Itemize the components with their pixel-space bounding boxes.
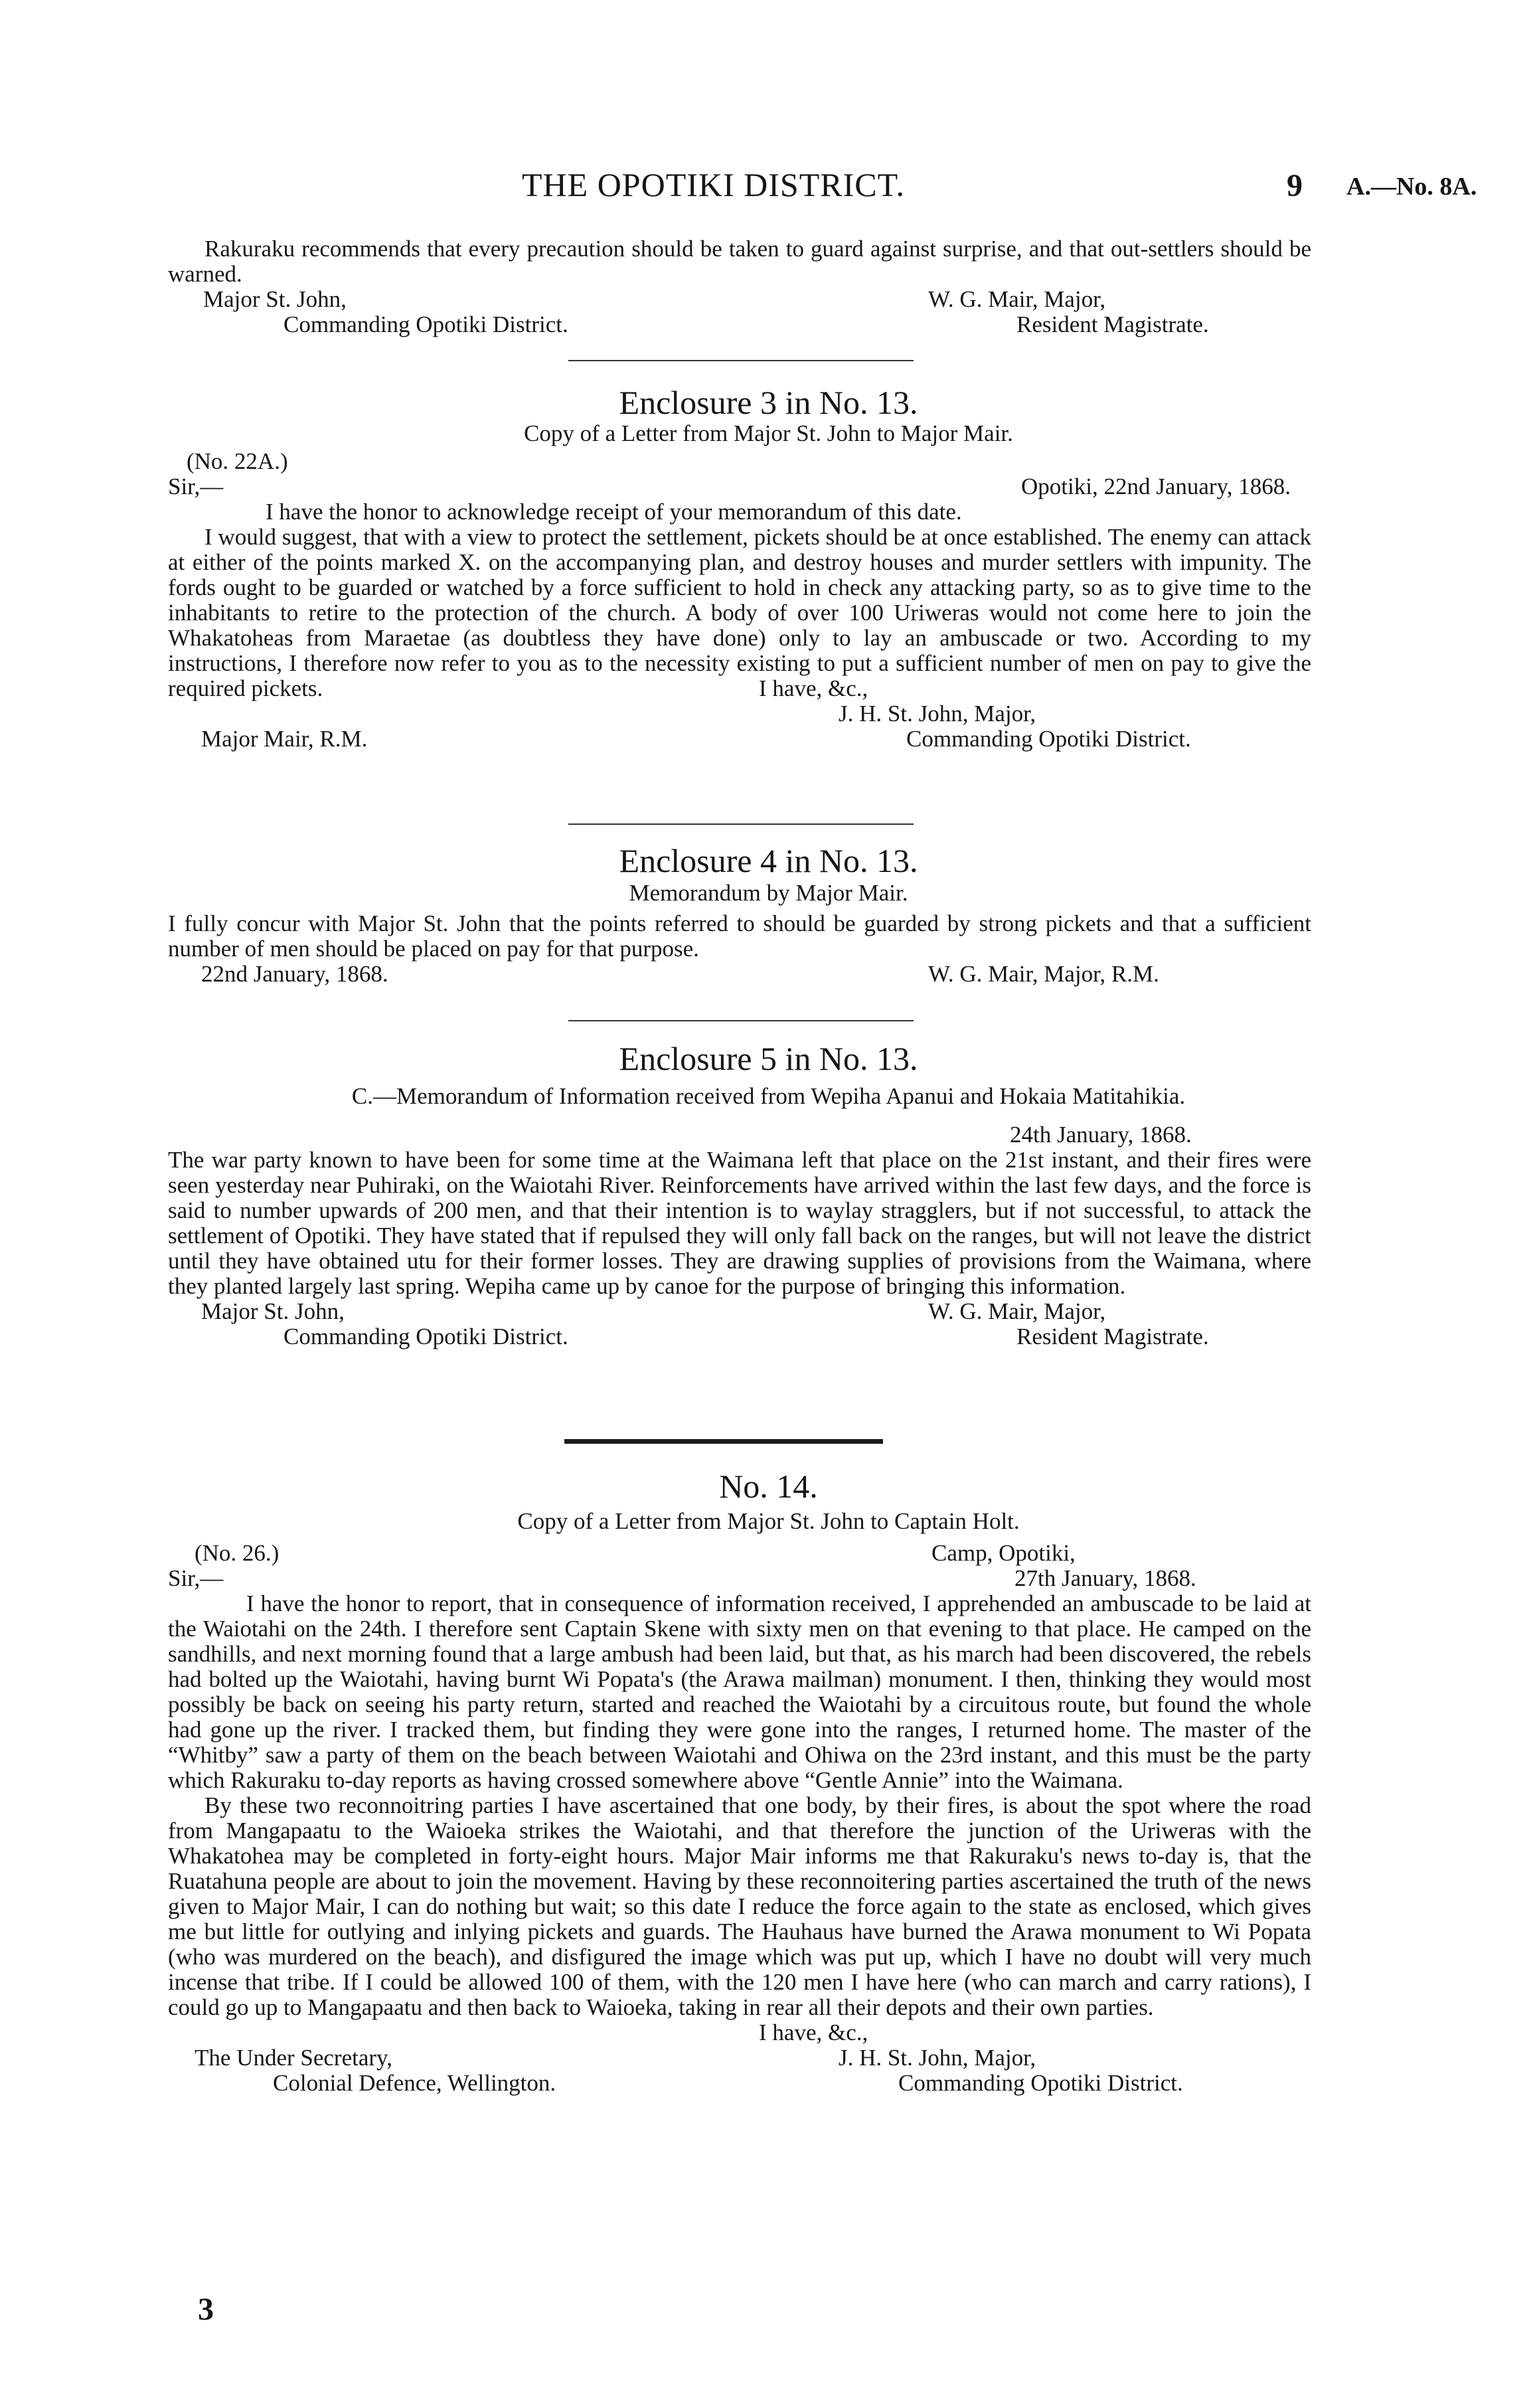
- top-signature-name: W. G. Mair, Major,: [928, 286, 1106, 312]
- enclosure3-paragraph-1: I have the honor to acknowledge receipt of your memorandum of this date.: [266, 499, 962, 525]
- enclosure3-ref: (No. 22A.): [187, 448, 288, 474]
- enclosure4-subtitle: Memorandum by Major Mair.: [629, 880, 908, 906]
- top-addressee-name: Major St. John,: [203, 286, 347, 312]
- enclosure4-date: 22nd January, 1868.: [201, 961, 388, 987]
- enclosure5-addressee-title: Commanding Opotiki District.: [283, 1324, 568, 1349]
- no14-signature-name: J. H. St. John, Major,: [839, 2045, 1036, 2071]
- no14-ref: (No. 26.): [195, 1540, 280, 1566]
- enclosure5-subtitle: C.—Memorandum of Information received from Wepiha Apanui and Hokaia Matitahikia.: [351, 1083, 1186, 1109]
- no14-body: [168, 1541, 1311, 2096]
- enclosure3-title: Enclosure 3 in No. 13.: [619, 384, 918, 421]
- no14-title: No. 14.: [719, 1468, 818, 1505]
- enclosure3-subtitle: Copy of a Letter from Major St. John to Major Mair.: [524, 420, 1013, 446]
- section-divider: [568, 360, 914, 361]
- enclosure3-salutation: Sir,—: [168, 473, 224, 499]
- enclosure4-body: [168, 911, 1311, 987]
- paper-reference: A.—No. 8A.: [1346, 173, 1477, 201]
- enclosure3-place-date: Opotiki, 22nd January, 1868.: [1021, 473, 1291, 499]
- top-signature-title: Resident Magistrate.: [1016, 311, 1209, 337]
- no14-paragraph-2: By these two reconnoitring parties I have ascertained that one body, by their fires, is about the spot where the road from Mangapaatu to the Waioeka strikes the Waiotahi, and that therefore the junction of the Uriweras with the Whakatohea may be completed in forty-eight hours. Major Mair informs me that Rakuraku's news to-day is, that the Ruatahuna people are about to join the movement. Having by these reconnoitering parties ascertained the truth of the news given to Major Mair, I can do nothing but wait; so this date I reduce the force again to the state as enclosed, which gives me but little for outlying and inlying pickets and guards. The Hauhaus have burned the Arawa monument to Wi Popata (who was murdered on the beach), and disfigured the image which was put up, which I have no doubt will very much incense that tribe. If I could be allowed 100 of them, with the 120 men I have here (who can march and carry rations), I could go up to Mangapaatu and then back to Waioeka, taking in rear all their depots and their own parties.: [168, 1792, 1311, 2020]
- no14-place: Camp, Opotiki,: [931, 1540, 1076, 1566]
- top-section: [168, 236, 1311, 337]
- running-header-title: THE OPOTIKI DISTRICT.: [522, 166, 905, 203]
- enclosure3-paragraph-2: I would suggest, that with a view to protect the settlement, pickets should be at once established. The enemy can attack at either of the points marked X. on the accompanying plan, and destroy houses and murder settlers with impunity. The fords ought to be guarded or watched by a force sufficient to hold in check any attacking party, so as to give time to the inhabitants to retire to the protection of the church. A body of over 100 Uriweras would not come here to join the Whakatoheas from Maraetae (as doubtless they have done) only to lay an ambuscade or two. According to my instructions, I therefore now refer to you as to the necessity existing to put a sufficient number of men on pay to give the required pickets.: [168, 524, 1311, 701]
- top-addressee-title: Commanding Opotiki District.: [283, 311, 568, 337]
- enclosure5-signature-title: Resident Magistrate.: [1016, 1324, 1209, 1349]
- top-signoff-row-1: [168, 287, 1311, 312]
- enclosure3-addressee: Major Mair, R.M.: [201, 726, 368, 752]
- printer-signature-mark: 3: [198, 2292, 214, 2327]
- enclosure3-body: [168, 449, 1311, 752]
- no14-salutation: Sir,—: [168, 1565, 224, 1591]
- no14-subtitle: Copy of a Letter from Major St. John to Captain Holt.: [517, 1508, 1020, 1534]
- thick-divider: [564, 1439, 883, 1444]
- no14-addressee-title: Colonial Defence, Wellington.: [273, 2070, 556, 2096]
- no14-paragraph-1: I have the honor to report, that in consequence of information received, I apprehended an ambuscade to be laid at the Waiotahi on the 24th. I therefore sent Captain Skene with sixty men on that evening to that place. He camped on the sandhills, and next morning found that a large ambush had been laid, but that, as his march had been discovered, the rebels had bolted up the Waiotahi, having burnt Wi Popata's (the Arawa mailman) monument. I then, thinking they would most possibly be back on seeing his party return, started and reached the Waiotahi by a circuitous route, but found the whole had gone up the river. I tracked them, but finding they were gone into the ranges, I returned home. The master of the “Whitby” saw a party of them on the beach between Waiotahi and Ohiwa on the 23rd instant, and this must be the party which Rakuraku to-day reports as having crossed somewhere above “Gentle Annie” into the Waimana.: [168, 1591, 1311, 1793]
- no14-addressee-name: The Under Secretary,: [195, 2045, 392, 2071]
- enclosure3-signature-title: Commanding Opotiki District.: [906, 726, 1191, 752]
- top-paragraph: Rakuraku recommends that every precaution should be taken to guard against surprise, and that out-settlers should be warned.: [168, 236, 1311, 287]
- enclosure5-body: [168, 1122, 1311, 1349]
- no14-signature-title: Commanding Opotiki District.: [898, 2070, 1183, 2096]
- enclosure5-signature-name: W. G. Mair, Major,: [928, 1298, 1106, 1324]
- section-divider: [568, 823, 914, 825]
- enclosure3-closing: I have, &c.,: [759, 675, 868, 701]
- page-number: 9: [1287, 168, 1303, 203]
- section-divider: [568, 1020, 914, 1021]
- no14-date: 27th January, 1868.: [1014, 1565, 1196, 1591]
- top-signoff-row-2: [168, 312, 1311, 337]
- enclosure5-title: Enclosure 5 in No. 13.: [619, 1040, 918, 1077]
- enclosure5-date: 24th January, 1868.: [1010, 1122, 1192, 1148]
- enclosure5-addressee-name: Major St. John,: [201, 1298, 345, 1324]
- enclosure5-paragraph: The war party known to have been for some time at the Waimana left that place on the 21st instant, and their fires were seen yesterday near Puhiraki, on the Waiotahi River. Reinforcements have arrived within the last few days, and the force is said to number upwards of 200 men, and that their intention is to waylay stragglers, but if not successful, to attack the settlement of Opotiki. They have stated that if repulsed they will only fall back on the ranges, but will not leave the district until they have obtained utu for their former losses. They are drawing supplies of provisions from the Waimana, where they planted largely last spring. Wepiha came up by canoe for the purpose of bringing this information.: [168, 1147, 1311, 1299]
- enclosure4-paragraph: I fully concur with Major St. John that the points referred to should be guarded by strong pickets and that a sufficient number of men should be placed on pay for that purpose.: [168, 910, 1311, 962]
- enclosure3-signature-name: J. H. St. John, Major,: [839, 701, 1036, 727]
- no14-closing: I have, &c.,: [759, 2020, 868, 2045]
- enclosure4-signature: W. G. Mair, Major, R.M.: [928, 961, 1159, 987]
- enclosure4-title: Enclosure 4 in No. 13.: [619, 842, 918, 879]
